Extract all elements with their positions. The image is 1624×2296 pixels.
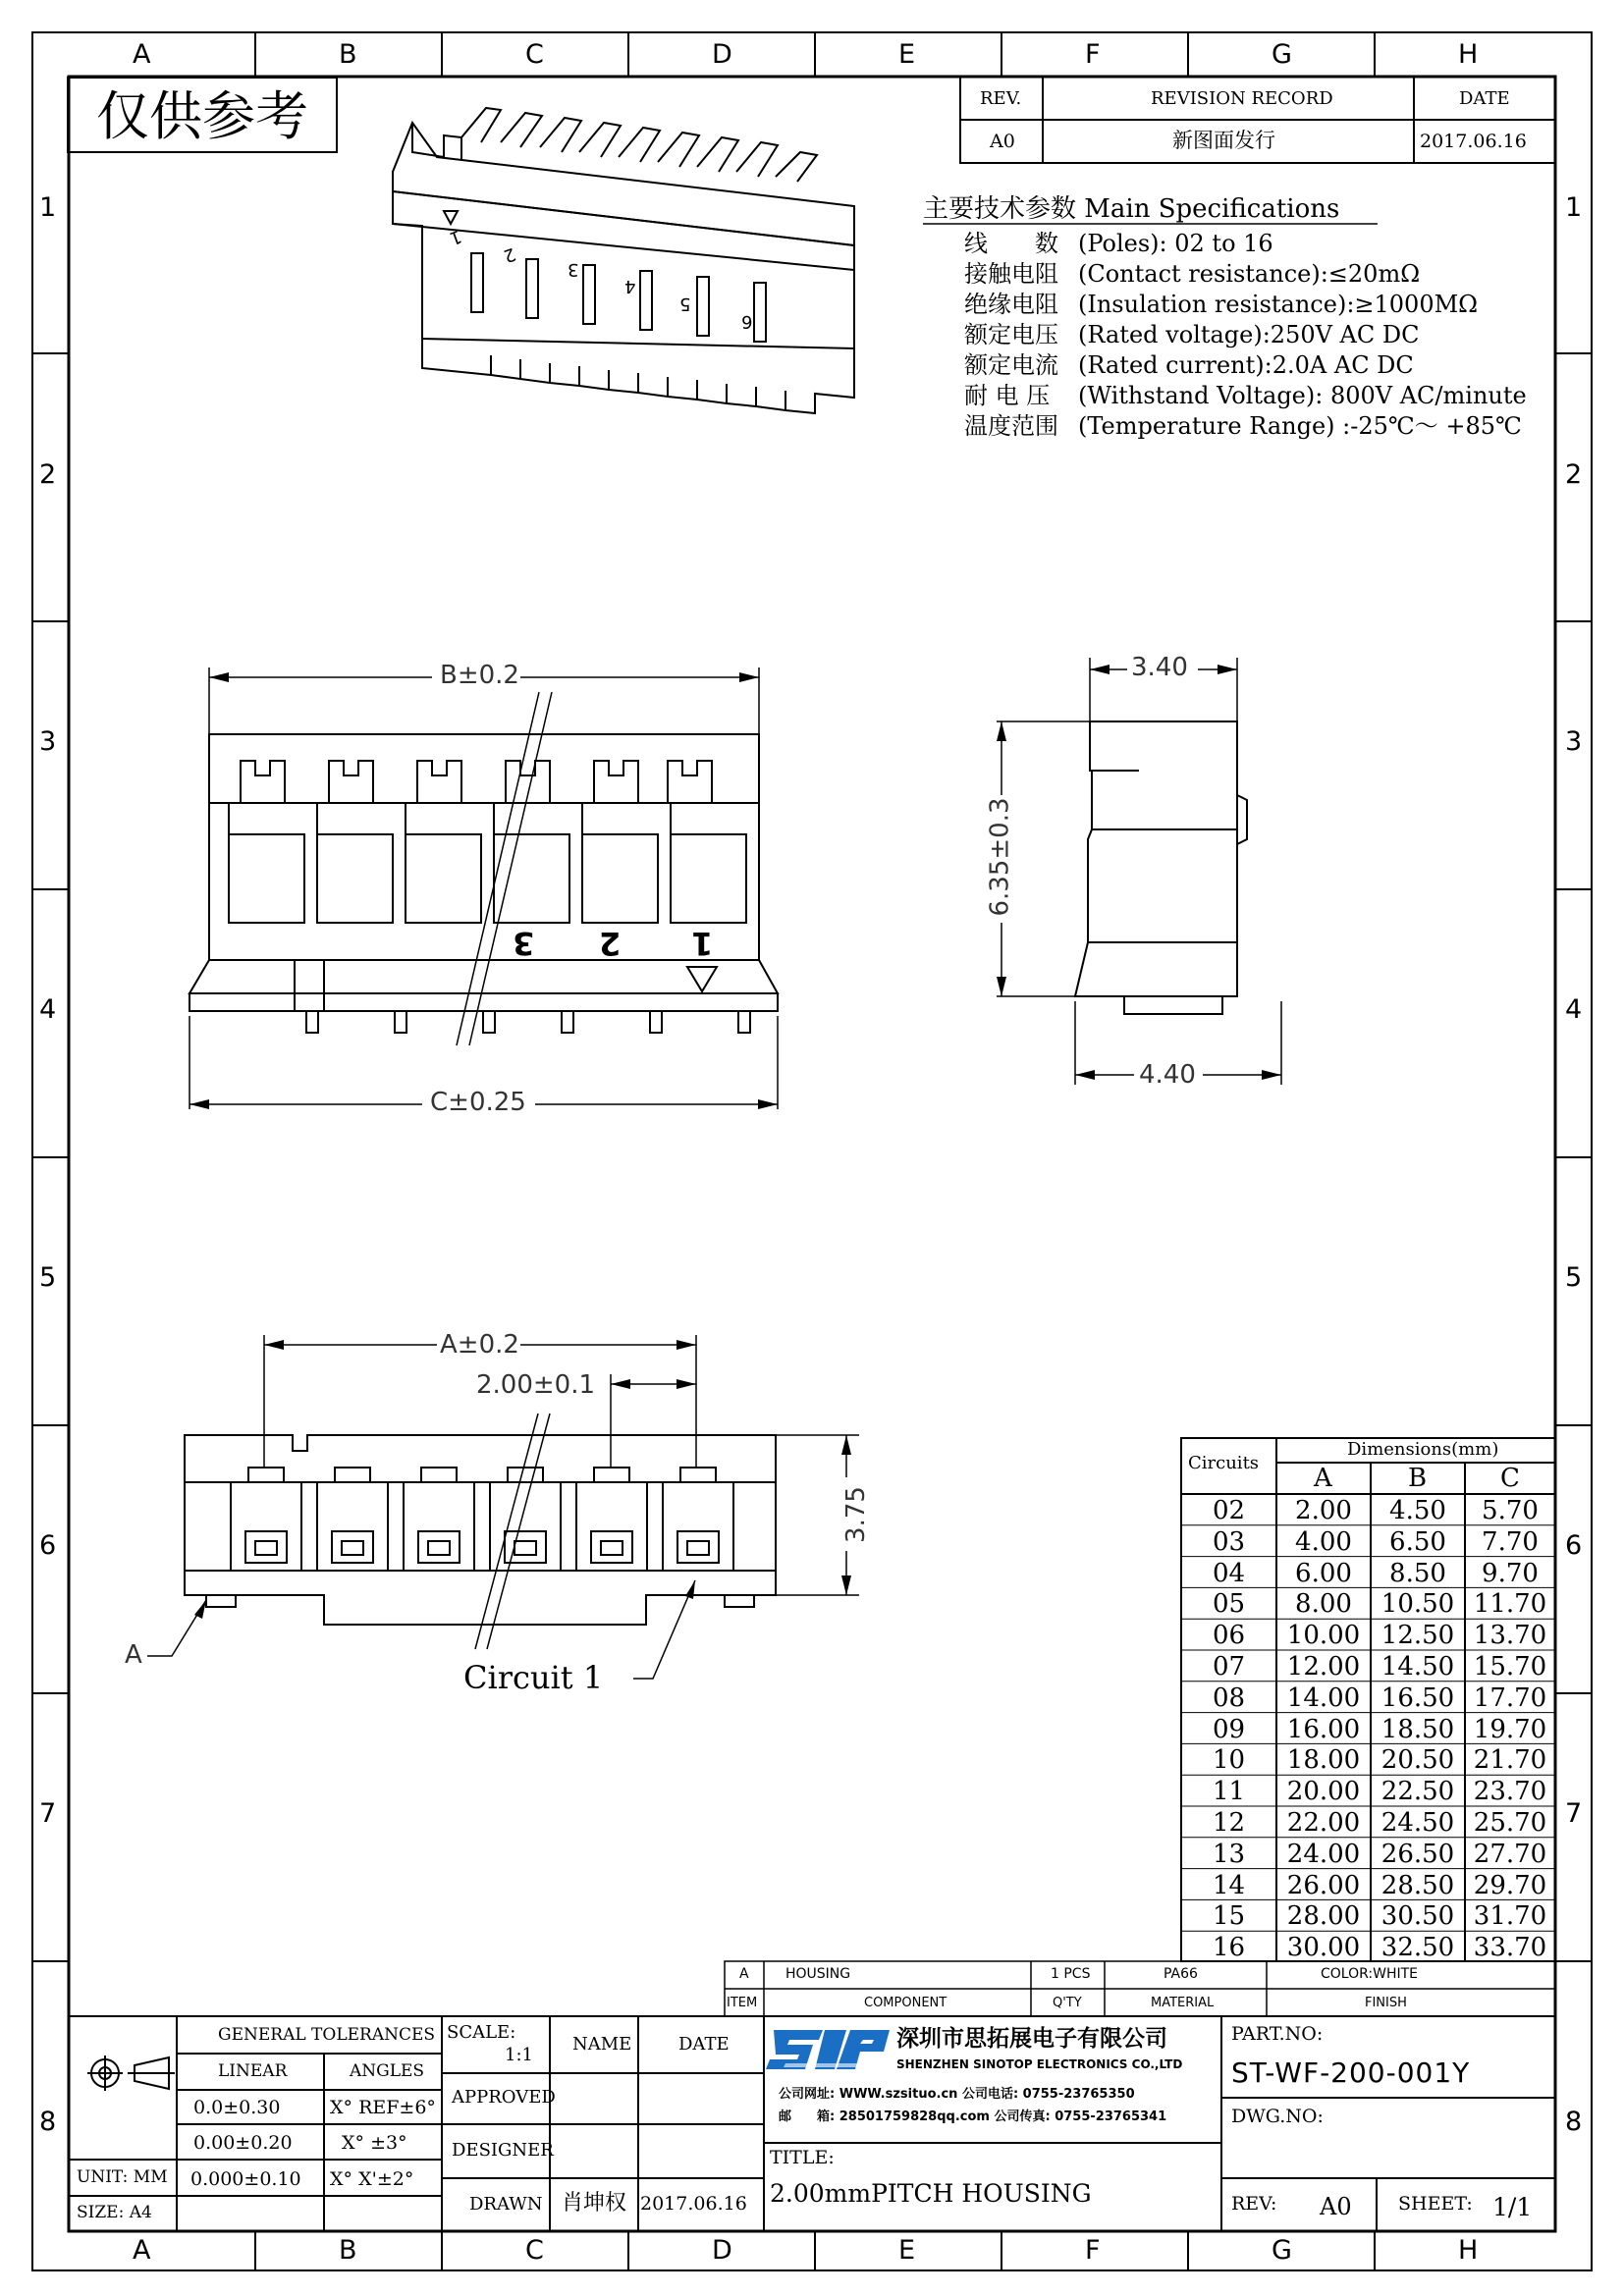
dim-table-cell: 16.00 [1286,1714,1361,1744]
iso-number-3: 3 [568,259,579,280]
drawn-label: DRAWN [469,2194,543,2215]
zone-row-3-right: 3 [1565,726,1583,757]
dim-table-cell: 12.00 [1286,1652,1361,1682]
dim-table-cell: 14.00 [1286,1682,1361,1713]
part-no-label: PART.NO: [1231,2023,1324,2045]
rev-description: 新图面发行 [1172,129,1275,152]
spec-title: 主要技术参数 Main Specifications [923,194,1340,224]
zone-col-c: C [525,39,544,70]
spec-insulation-cn: 绝缘电阻 [964,291,1058,318]
dim-table-cell: 20.00 [1286,1777,1361,1807]
zone-col-d: D [712,39,732,70]
dim-table-circuit-count: 07 [1212,1652,1246,1682]
linear-header: LINEAR [218,2061,288,2081]
tol-angle-2: X° ±3° [342,2132,407,2154]
side-dim-top: 3.40 [1131,653,1188,682]
zone-row-7: 7 [39,1798,57,1829]
dim-table-circuit-count: 12 [1212,1808,1246,1838]
projection-symbol [87,2056,175,2091]
iso-number-5: 5 [679,294,691,314]
dim-table-cell: 13.70 [1473,1621,1547,1651]
dim-table-cell: 17.70 [1473,1682,1547,1713]
dim-table-col-a: A [1314,1464,1332,1493]
bom-component: HOUSING [785,1966,851,1982]
spec-temperature-cn: 温度范围 [964,412,1058,440]
spec-voltage-cn: 额定电压 [964,321,1058,348]
company-logo [766,2024,893,2075]
drawn-name: 肖坤权 [562,2191,627,2216]
dim-table-cell: 9.70 [1482,1558,1539,1588]
dim-table-cell: 14.50 [1380,1652,1455,1682]
zone-row-1-right: 1 [1565,192,1583,223]
dim-table-cell: 7.70 [1482,1526,1539,1557]
dim-table-cell: 29.70 [1473,1870,1547,1900]
dim-table-cell: 33.70 [1473,1933,1547,1963]
zone-col-g: G [1272,39,1292,70]
unit-label: UNIT: MM [77,2167,168,2187]
dim-table-cell: 2.00 [1295,1496,1352,1525]
dim-table-col-c: C [1500,1464,1520,1493]
spec-poles-cn: 线 数 [964,230,1058,257]
title-label: TITLE: [770,2147,835,2168]
dim-table-cell: 10.00 [1286,1621,1361,1651]
company-contact-2: 邮 箱: 28501759828qq.com 公司传真: 0755-23765341 [779,2109,1167,2124]
rev-date: 2017.06.16 [1420,131,1527,152]
dim-table-circuits-header: Circuits [1188,1453,1260,1473]
bom-qty: 1 PCS [1051,1966,1091,1982]
bom-header-material: MATERIAL [1151,1996,1215,2010]
tol-angle-3: X° X'±2° [330,2168,414,2190]
dim-table-circuit-count: 10 [1212,1745,1246,1776]
zone-col-a: A [133,39,151,70]
dim-table-cell: 21.70 [1473,1745,1547,1776]
dim-a: A±0.2 [440,1330,519,1360]
side-dim-arrows [997,665,1281,1080]
dim-table-circuit-count: 06 [1212,1621,1246,1651]
dim-table-cell: 30.50 [1380,1901,1455,1932]
zone-col-e-bottom: E [898,2235,916,2266]
dim-table-col-b: B [1408,1464,1428,1493]
dim-table-cell: 24.00 [1286,1839,1361,1869]
zone-row-8-right: 8 [1565,2107,1583,2137]
zone-col-c-bottom: C [525,2235,544,2266]
dim-table-cell: 30.00 [1286,1933,1361,1963]
zone-row-7-right: 7 [1565,1798,1583,1829]
dim-table-cell: 25.70 [1473,1808,1547,1838]
spec-poles-en: (Poles): 02 to 16 [1078,230,1273,257]
iso-number-1: 1 [446,225,464,249]
part-no: ST-WF-200-001Y [1231,2056,1471,2089]
zone-row-5: 5 [39,1262,57,1293]
side-dim-height: 6.35±0.3 [985,797,1015,917]
dim-table-cell: 18.00 [1286,1745,1361,1776]
zone-col-h-bottom: H [1458,2235,1479,2266]
dim-table-cell: 8.50 [1389,1558,1446,1588]
dim-table-cell: 27.70 [1473,1839,1547,1869]
front-view [189,692,778,1045]
company-contact-1: 公司网址: WWW.szsituo.cn 公司电话: 0755-23765350 [779,2087,1135,2102]
dim-table-cell: 31.70 [1473,1901,1547,1932]
spec-current-cn: 额定电流 [964,351,1058,379]
spec-current-en: (Rated current):2.0A AC DC [1078,351,1414,379]
bom-header-item: ITEM [727,1996,758,2010]
bom-header-finish: FINISH [1365,1996,1407,2010]
zone-row-8: 8 [39,2107,57,2137]
bom-material: PA66 [1164,1966,1198,1982]
zone-col-g-bottom: G [1272,2235,1292,2266]
dim-table-cell: 6.50 [1389,1526,1446,1557]
rev-value-block: A0 [1320,2193,1352,2220]
dim-c: C±0.25 [430,1088,526,1117]
side-dim-bottom: 4.40 [1139,1060,1196,1090]
zone-row-2-right: 2 [1565,459,1583,490]
zone-col-a-bottom: A [133,2235,151,2266]
dim-table-cell: 20.50 [1380,1745,1455,1776]
dim-table-circuit-count: 02 [1212,1496,1246,1525]
dim-pitch: 2.00±0.1 [476,1370,596,1400]
spec-withstand-cn: 耐 电 压 [964,382,1051,409]
zone-col-h: H [1458,39,1479,70]
dim-table-cell: 4.50 [1389,1496,1446,1525]
company-name-en: SHENZHEN SINOTOP ELECTRONICS CO.,LTD [896,2057,1183,2071]
reference-only-stamp: 仅供参考 [67,77,338,153]
dim-table-cell: 32.50 [1380,1933,1455,1963]
zone-col-b-bottom: B [339,2235,357,2266]
dim-table-circuit-count: 05 [1212,1589,1246,1620]
zone-row-6-right: 6 [1565,1530,1583,1561]
dim-table-circuit-count: 08 [1212,1682,1246,1713]
drawn-date: 2017.06.16 [640,2193,747,2215]
dim-table-circuit-count: 03 [1212,1526,1246,1557]
bom-header-component: COMPONENT [864,1996,947,2010]
dim-table-circuit-count: 13 [1212,1839,1246,1869]
zone-row-6: 6 [39,1530,57,1561]
dim-table-circuit-count: 09 [1212,1714,1246,1744]
dim-table-cell: 24.50 [1380,1808,1455,1838]
dim-table-dims-header: Dimensions(mm) [1347,1439,1499,1460]
dwg-no-label: DWG.NO: [1231,2106,1324,2127]
tol-angle-1: X° REF±6° [330,2097,436,2118]
dim-table-circuit-count: 11 [1212,1777,1246,1807]
dim-table-cell: 18.50 [1380,1714,1455,1744]
spec-insulation-en: (Insulation resistance):≥1000MΩ [1078,291,1479,318]
designer-label: DESIGNER [452,2140,554,2161]
dim-table-cell: 23.70 [1473,1777,1547,1807]
zone-col-e: E [898,39,916,70]
zone-row-5-right: 5 [1565,1262,1583,1293]
zone-row-3: 3 [39,726,57,757]
label-a: A [125,1640,142,1670]
bom-finish: COLOR:WHITE [1321,1966,1419,1982]
dim-table-cell: 10.50 [1380,1589,1455,1620]
rev-value: A0 [990,131,1015,152]
front-dim-arrows [189,672,778,1109]
general-tolerances: GENERAL TOLERANCES [218,2025,436,2045]
approved-label: APPROVED [452,2087,556,2108]
label-circuit-1: Circuit 1 [463,1659,604,1696]
isometric-view [393,108,854,413]
scale-label: SCALE: [447,2022,516,2043]
scale-value: 1:1 [505,2045,533,2065]
zone-row-2: 2 [39,459,57,490]
dim-table-circuit-count: 04 [1212,1558,1246,1588]
spec-contact-cn: 接触电阻 [964,260,1058,288]
dim-table-cell: 12.50 [1380,1621,1455,1651]
tol-linear-3: 0.000±0.10 [190,2168,301,2190]
company-name-cn: 深圳市思拓展电子有限公司 [896,2026,1167,2052]
dim-table-cell: 22.00 [1286,1808,1361,1838]
iso-number-4: 4 [624,276,636,296]
spec-temperature-en: (Temperature Range) :-25℃～ +85℃ [1078,412,1522,440]
tol-linear-1: 0.0±0.30 [193,2097,281,2118]
zone-col-b: B [339,39,357,70]
rev-header-date: DATE [1459,88,1510,109]
dim-table-cell: 22.50 [1380,1777,1455,1807]
dim-table-circuit-count: 16 [1212,1933,1246,1963]
dim-table-circuit-count: 14 [1212,1870,1246,1900]
spec-contact-en: (Contact resistance):≤20mΩ [1078,260,1421,288]
zone-row-4: 4 [39,994,57,1025]
spec-voltage-en: (Rated voltage):250V AC DC [1078,321,1420,348]
bom-header-qty: Q'TY [1053,1996,1082,2010]
iso-number-6: 6 [741,311,753,332]
dim-b: B±0.2 [440,661,519,690]
date-header: DATE [678,2034,730,2055]
dim-table-cell: 15.70 [1473,1652,1547,1682]
size-label: SIZE: A4 [77,2203,152,2222]
spec-withstand-en: (Withstand Voltage): 800V AC/minute [1078,382,1527,409]
dim-table-cell: 8.00 [1295,1589,1352,1620]
circuit-number-3: 3 [513,925,535,962]
zone-row-4-right: 4 [1565,994,1583,1025]
dim-table-cell: 19.70 [1473,1714,1547,1744]
zone-col-f-bottom: F [1085,2235,1101,2266]
bom-item: A [739,1966,749,1982]
tol-linear-2: 0.00±0.20 [193,2132,293,2154]
dim-table-cell: 28.50 [1380,1870,1455,1900]
iso-number-2: 2 [500,242,518,267]
rev-header-rev: REV. [980,88,1022,109]
name-header: NAME [572,2034,632,2055]
dim-height: 3.75 [840,1486,871,1543]
dim-table-cell: 6.00 [1295,1558,1352,1588]
circuit-number-1: 1 [691,925,714,962]
sheet-value: 1/1 [1492,2193,1533,2221]
dim-table-cell: 16.50 [1380,1682,1455,1713]
dim-table-cell: 28.00 [1286,1901,1361,1932]
side-view [1075,721,1247,1014]
sheet-label: SHEET: [1398,2193,1473,2215]
dim-table-cell: 5.70 [1482,1496,1539,1525]
dim-table-cell: 26.00 [1286,1870,1361,1900]
circuit-number-2: 2 [599,925,622,962]
angles-header: ANGLES [350,2061,425,2081]
drawing-title: 2.00mmPITCH HOUSING [770,2179,1092,2208]
zone-col-f: F [1085,39,1101,70]
rev-header-record: REVISION RECORD [1151,88,1333,109]
dim-table-circuit-count: 15 [1212,1901,1246,1932]
bottom-view [185,1414,776,1649]
rev-label: REV: [1231,2193,1277,2215]
dim-table-cell: 26.50 [1380,1839,1455,1869]
dim-table-cell: 4.00 [1295,1526,1352,1557]
zone-row-1: 1 [39,192,57,223]
zone-col-d-bottom: D [712,2235,732,2266]
dim-table-cell: 11.70 [1473,1589,1547,1620]
